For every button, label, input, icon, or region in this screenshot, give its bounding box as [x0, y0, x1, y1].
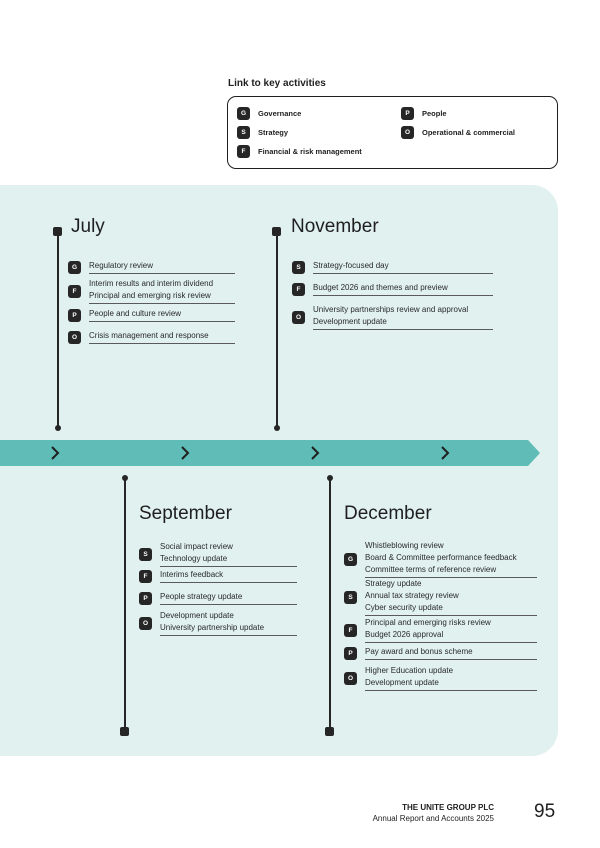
agenda-item: Crisis management and response — [89, 330, 235, 344]
december-row — [344, 665, 537, 691]
september-connector-bottom — [120, 727, 129, 736]
operational-badge-icon: O — [139, 617, 152, 630]
september-row — [139, 569, 297, 583]
september-row — [139, 610, 297, 636]
legend-label: Financial & risk management — [258, 147, 362, 156]
november-row — [292, 304, 493, 330]
legend-item-governance — [237, 107, 301, 120]
agenda-item: Social impact review Technology update — [160, 541, 297, 567]
strategy-badge-icon: S — [344, 591, 357, 604]
agenda-item: Strategy update Annual tax strategy review Cyber security update — [365, 578, 537, 616]
chevron-right-icon — [48, 445, 62, 461]
agenda-item: Principal and emerging risks review Budget 2026 approval — [365, 617, 537, 643]
legend-title: Link to key activities — [228, 78, 326, 89]
november-connector-end — [274, 425, 280, 431]
people-badge-icon: P — [401, 107, 414, 120]
footer-report-title: Annual Report and Accounts 2025 — [372, 814, 494, 823]
july-row — [68, 330, 235, 344]
agenda-item: Development update University partnership update — [160, 610, 297, 636]
chevron-right-icon — [308, 445, 322, 461]
operational-badge-icon: O — [68, 331, 81, 344]
legend-item-financial — [237, 145, 362, 158]
agenda-item: Pay award and bonus scheme — [365, 646, 537, 660]
agenda-item: Regulatory review — [89, 260, 235, 274]
agenda-item: Higher Education update Development update — [365, 665, 537, 691]
july-connector-line — [57, 232, 59, 428]
legend-item-people — [401, 107, 447, 120]
legend-label: People — [422, 109, 447, 118]
governance-badge-icon: G — [237, 107, 250, 120]
operational-badge-icon: O — [344, 672, 357, 685]
footer-company: THE UNITE GROUP PLC — [402, 803, 494, 812]
september-row — [139, 541, 297, 567]
agenda-item: Interims feedback — [160, 569, 297, 583]
operational-badge-icon: O — [292, 311, 305, 324]
financial-badge-icon: F — [344, 624, 357, 637]
december-connector-line — [329, 478, 331, 730]
people-badge-icon: P — [68, 309, 81, 322]
legend-label: Governance — [258, 109, 302, 118]
page-number: 95 — [534, 801, 556, 822]
people-badge-icon: P — [344, 647, 357, 660]
operational-badge-icon: O — [401, 126, 414, 139]
chevron-right-icon — [178, 445, 192, 461]
financial-badge-icon: F — [237, 145, 250, 158]
legend-item-operational — [401, 126, 515, 139]
agenda-item: Strategy-focused day — [313, 260, 493, 274]
agenda-item: People strategy update — [160, 591, 297, 605]
agenda-item: People and culture review — [89, 308, 235, 322]
month-title-november: November — [291, 216, 379, 237]
people-badge-icon: P — [139, 592, 152, 605]
july-row — [68, 278, 235, 304]
legend-item-strategy — [237, 126, 288, 139]
legend-label: Strategy — [258, 128, 289, 137]
financial-badge-icon: F — [292, 283, 305, 296]
timeline-arrow-band — [0, 440, 540, 466]
agenda-item: Whistleblowing review Board & Committee performance feedback Committee terms of reference review — [365, 540, 537, 578]
financial-badge-icon: F — [68, 285, 81, 298]
december-row — [344, 617, 537, 643]
month-title-december: December — [344, 503, 432, 524]
agenda-item: University partnerships review and approval Development update — [313, 304, 493, 330]
november-row — [292, 260, 493, 274]
governance-badge-icon: G — [344, 553, 357, 566]
strategy-badge-icon: S — [292, 261, 305, 274]
december-row — [344, 578, 537, 616]
strategy-badge-icon: S — [139, 548, 152, 561]
chevron-right-icon — [438, 445, 452, 461]
december-row — [344, 646, 537, 660]
december-connector-bottom — [325, 727, 334, 736]
november-row — [292, 282, 493, 296]
november-connector-line — [276, 232, 278, 428]
governance-badge-icon: G — [68, 261, 81, 274]
agenda-item: Budget 2026 and themes and preview — [313, 282, 493, 296]
september-connector-line — [124, 478, 126, 730]
month-title-july: July — [71, 216, 105, 237]
july-connector-end — [55, 425, 61, 431]
september-row — [139, 591, 297, 605]
month-title-september: September — [139, 503, 232, 524]
july-row — [68, 260, 235, 274]
legend-label: Operational & commercial — [422, 128, 515, 137]
strategy-badge-icon: S — [237, 126, 250, 139]
july-row — [68, 308, 235, 322]
agenda-item: Interim results and interim dividend Principal and emerging risk review — [89, 278, 235, 304]
financial-badge-icon: F — [139, 570, 152, 583]
december-row — [344, 540, 537, 578]
